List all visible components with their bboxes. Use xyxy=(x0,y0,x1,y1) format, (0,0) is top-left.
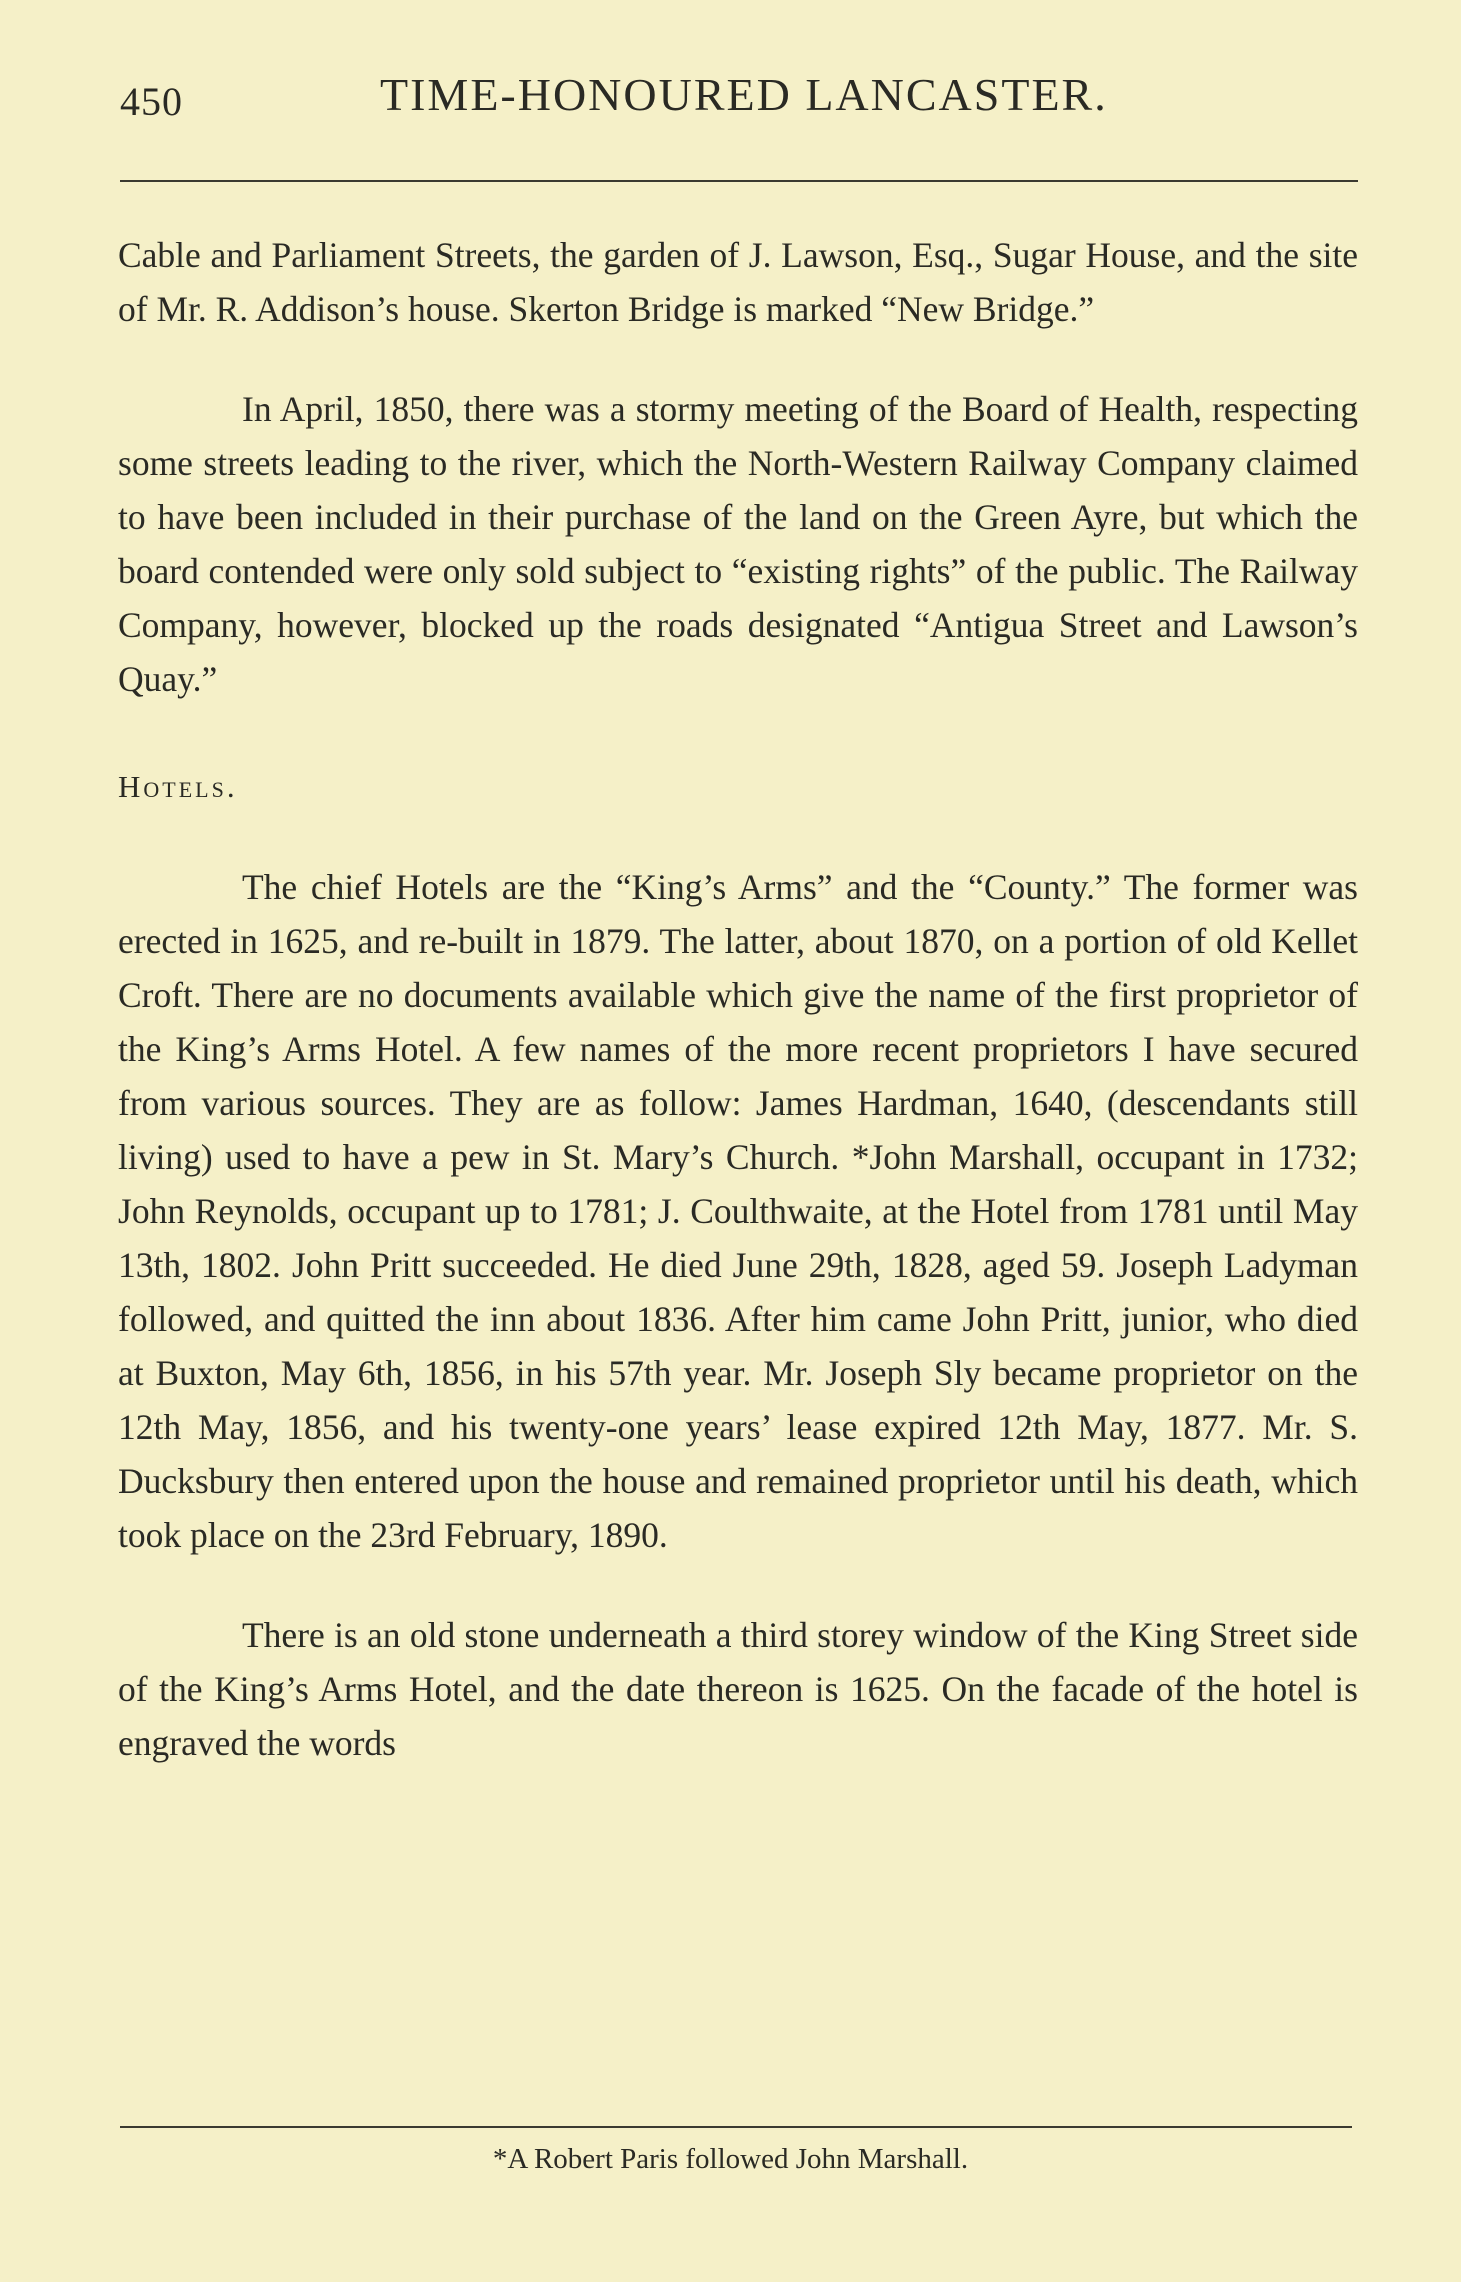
paragraph-hotels: The chief Hotels are the “King’s Arms” and the “County.” The former was erected in 1625, and re-built in 1879. The latter, about 1870, on a portion of old Kellet Croft. There are no documents available which give the name of the first proprietor of the King’s Arms Hotel. A few names of the more recent proprietors I have secured from various sources. They are as follow: James Hardman, 1640, (descendants still living) used to have a pew in St. Mary’s Church. *John Marshall, occupant in 1732; John Reynolds, occupant up to 1781; J. Coulthwaite, at the Hotel from 1781 until May 13th, 1802. John Pritt succeeded. He died June 29th, 1828, aged 59. Joseph Ladyman followed, and quitted the inn about 1836. After him came John Pritt, junior, who died at Buxton, May 6th, 1856, in his 57th year. Mr. Joseph Sly became proprietor on the 12th May, 1856, and his twenty-one years’ lease expired 12th May, 1877. Mr. S. Ducksbury then entered upon the house and remained proprietor until his death, which took place on the 23rd February, 1890. xyxy=(118,867,1358,1555)
footnote: *A Robert Paris followed John Marshall. xyxy=(492,2143,969,2175)
footnote-rule xyxy=(120,2126,1352,2128)
paragraph-old-stone: There is an old stone underneath a third storey window of the King Street side of the King’s Arms Hotel, and the date thereon is 1625. On the facade of the hotel is engraved the words xyxy=(118,1615,1358,1763)
body-text xyxy=(118,228,1358,1770)
page-number: 450 xyxy=(120,79,183,124)
running-title: TIME-HONOURED LANCASTER. xyxy=(380,69,1108,120)
paragraph-board-of-health: In April, 1850, there was a stormy meeting of the Board of Health, respecting some streets leading to the river, which the North-Western Railway Company claimed to have been included in their purchase of the land on the Green Ayre, but which the board contended were only sold subject to “existing rights” of the public. The Railway Company, however, blocked up the roads designated “Antigua Street and Lawson’s Quay.” xyxy=(118,389,1358,699)
paragraph-continuation: Cable and Parliament Streets, the garden of J. Lawson, Esq., Sugar House, and the site of Mr. R. Addison’s house. Skerton Bridge is marked “New Bridge.” xyxy=(118,235,1358,329)
page-header xyxy=(120,68,1360,128)
header-rule xyxy=(120,180,1358,182)
section-heading: Hotels. xyxy=(118,769,238,804)
